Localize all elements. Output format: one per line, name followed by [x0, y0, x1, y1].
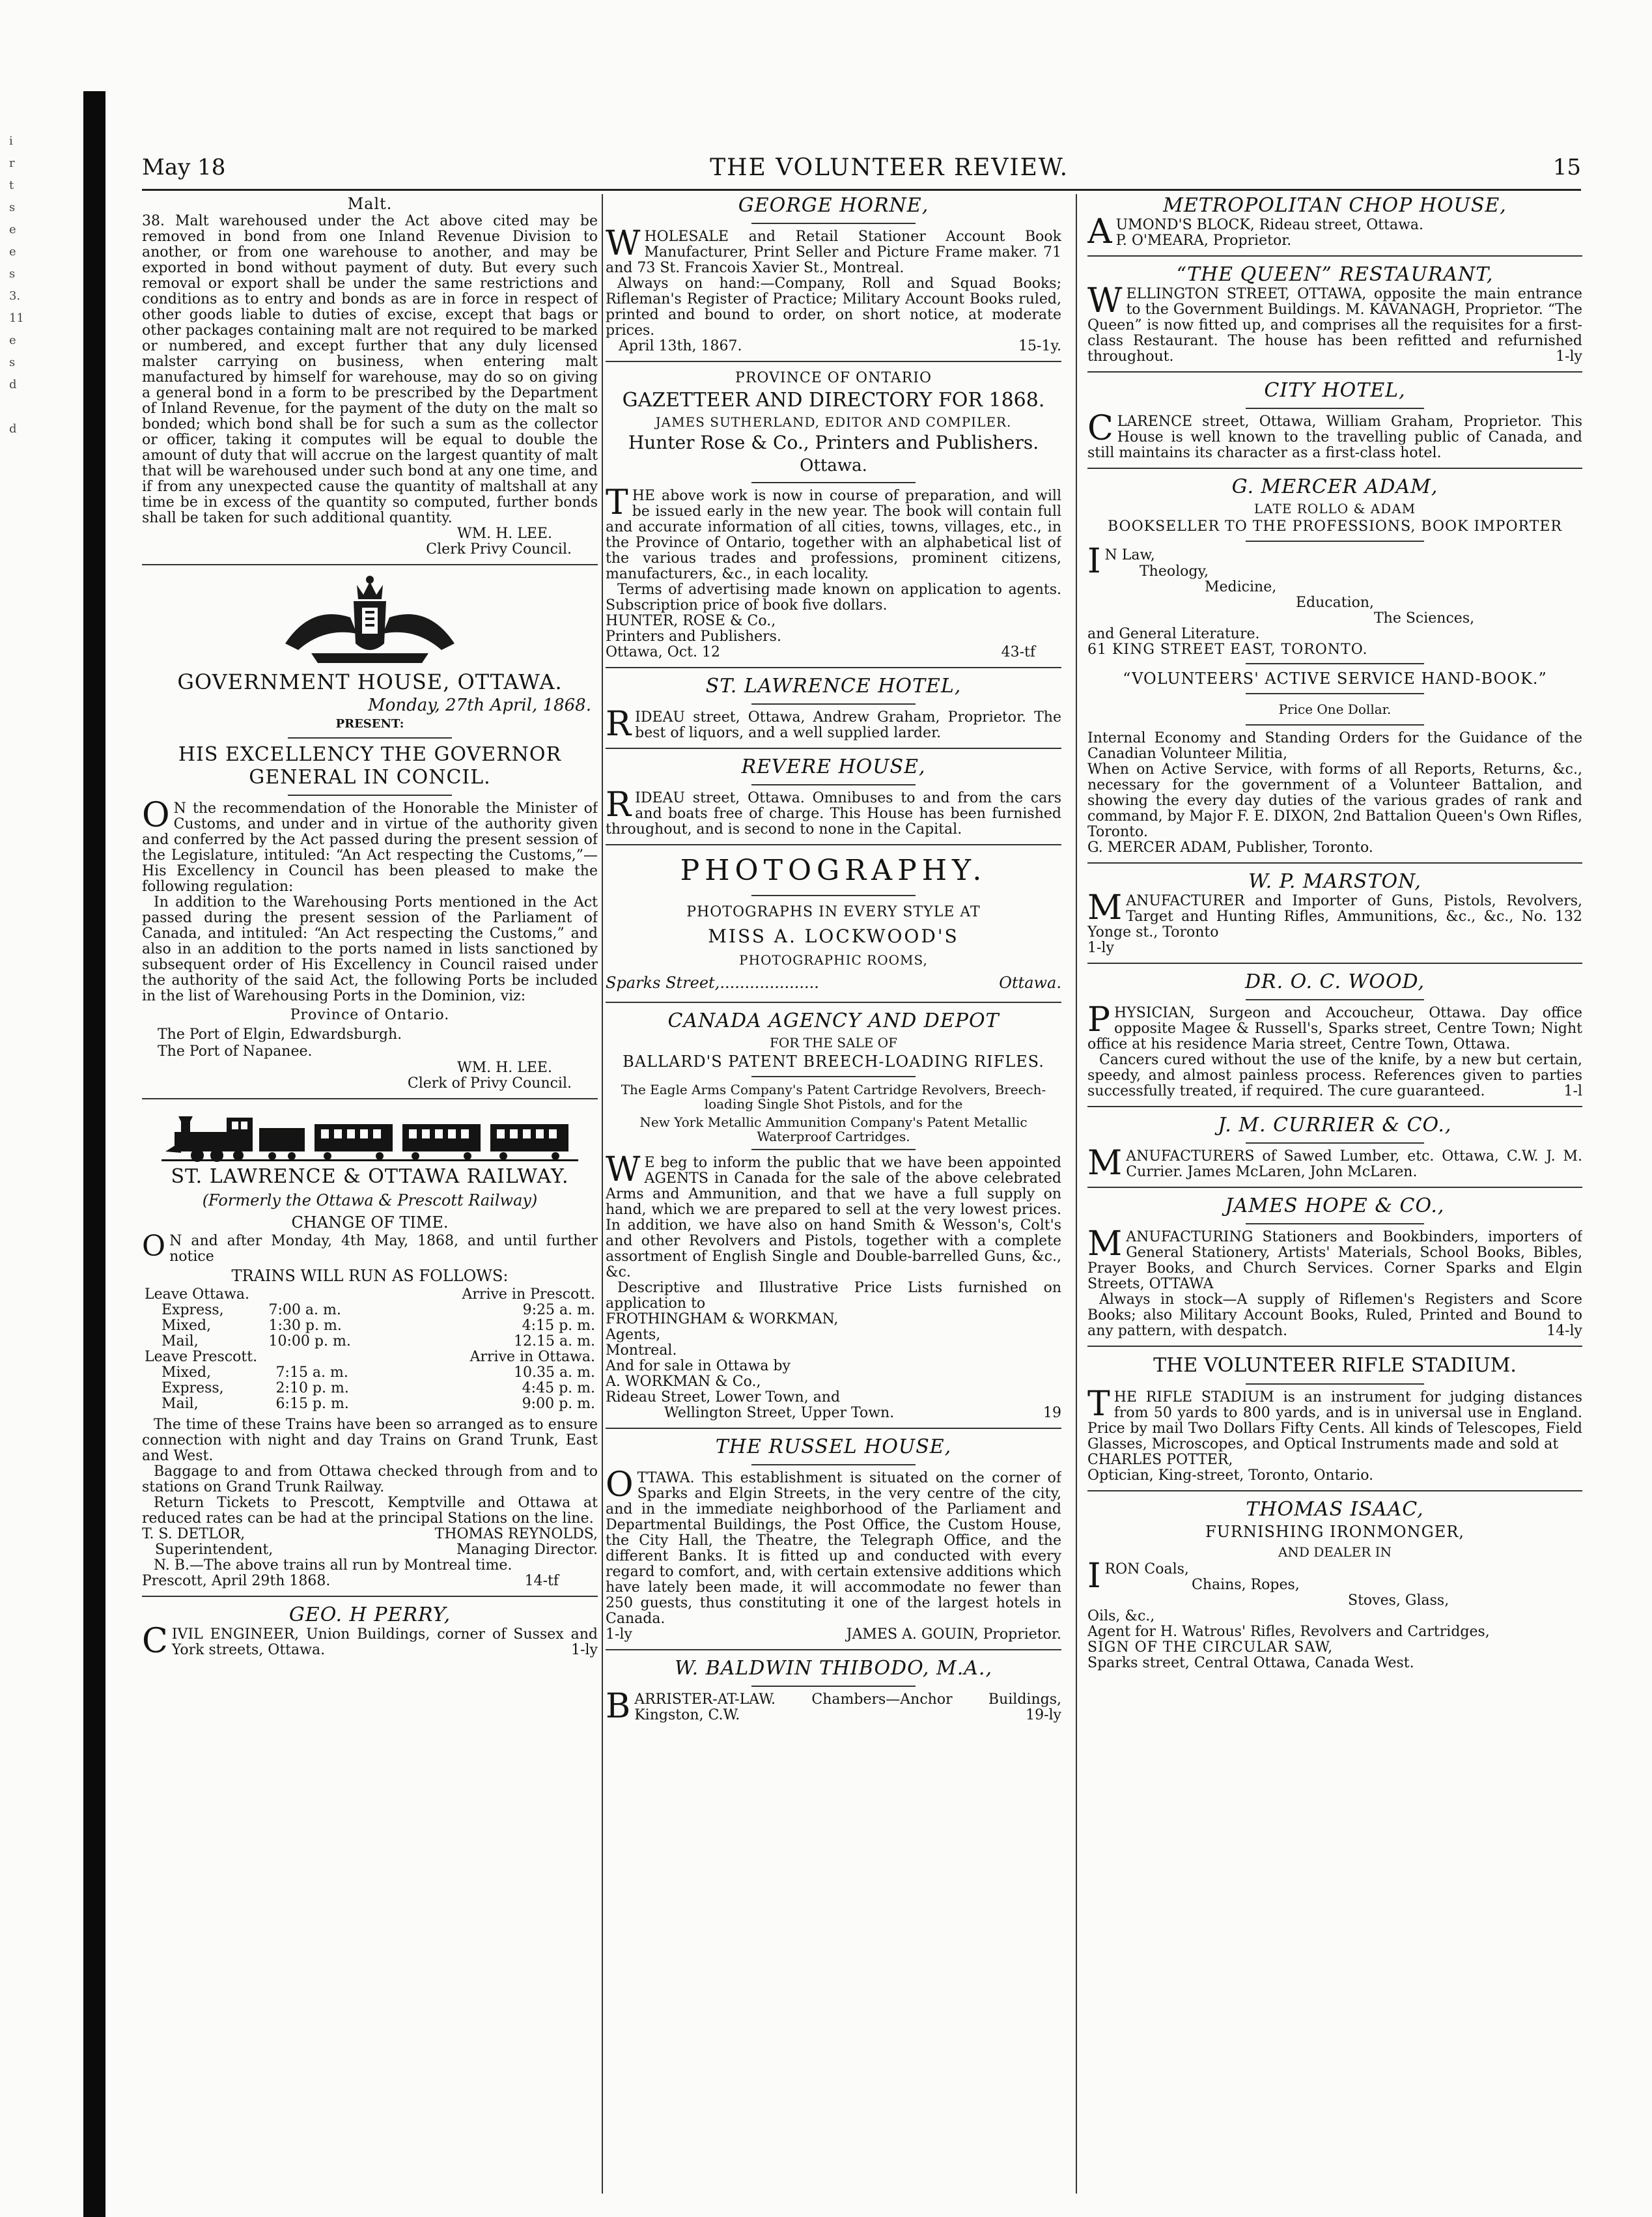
margin-fragment [9, 462, 74, 485]
ad-body: ANUFACTURING Stationers and Bookbinders, importers of General Stationery, Artists' Materials, School Books, Bibles, Prayer Books, and Church Services. Corner Sparks and Elgin Streets, OTTAWA [1087, 1229, 1582, 1292]
divider [751, 703, 916, 705]
notice-body: Baggage to and from Ottawa checked through from and to stations on Grand Trunk Railway. [142, 1463, 598, 1495]
drop-cap: R [606, 785, 632, 825]
ad-body: ARRISTER-AT-LAW. Chambers—Anchor Buildings, Kingston, C.W. [634, 1691, 1061, 1723]
ad-title: THE VOLUNTEER RIFLE STADIUM. [1153, 1354, 1517, 1377]
divider [606, 748, 1061, 749]
drop-cap: I [1087, 542, 1101, 581]
government-house-notice [142, 670, 598, 1092]
isaac-dealer: AND DEALER IN [1278, 1544, 1392, 1560]
timetable-row [142, 1303, 598, 1318]
timetable-row [142, 1318, 598, 1334]
ad-title: REVERE HOUSE, [741, 755, 926, 778]
publisher: G. MERCER ADAM, Publisher, Toronto. [1087, 840, 1373, 856]
drop-cap: M [1087, 1224, 1123, 1264]
margin-fragment: e [9, 245, 16, 259]
gazetteer-publisher: Hunter Rose & Co., Printers and Publishers. [628, 432, 1039, 453]
column-3 [1087, 194, 1582, 2200]
proprietor: P. O'MEARA, Proprietor. [1115, 233, 1292, 249]
ad-title: ST. LAWRENCE HOTEL, [705, 675, 962, 698]
ad-title: CANADA AGENCY AND DEPOT [667, 1010, 1000, 1032]
signature: THOMAS REYNOLDS, [434, 1526, 598, 1542]
agency-line: FOR THE SALE OF [769, 1035, 898, 1051]
agency-line: The Eagle Arms Company's Patent Cartridge Revolvers, Breech-loading Single Shot Pistols, and for the [621, 1082, 1046, 1112]
signature-title: Printers and Publishers. [606, 628, 781, 645]
timetable [142, 1287, 598, 1412]
margin-fragment: 11 [9, 311, 24, 325]
divider [751, 784, 916, 785]
ad-body: UMOND'S BLOCK, Rideau street, Ottawa. [1115, 217, 1424, 233]
ad-body: Descriptive and Illustrative Price Lists furnished on application to [606, 1280, 1061, 1312]
ad-title: GAZETTEER AND DIRECTORY FOR 1868. [622, 389, 1045, 412]
divider [142, 564, 598, 565]
divider [1087, 963, 1582, 964]
ad-body: Always in stock—A supply of Riflemen's Registers and Score Books; also Military Account Books, Ruled, Printed and Bound to any pattern, with despatch. [1087, 1292, 1582, 1339]
divider [142, 1596, 598, 1597]
ad-code: 43-tf [1001, 644, 1035, 660]
margin-fragment [9, 440, 74, 462]
ad-title: GEORGE HORNE, [738, 194, 929, 217]
notice-date: Monday, 27th April, 1868. [368, 696, 591, 715]
railway-timetable [142, 1165, 598, 1589]
column-2 [606, 194, 1061, 2200]
excellency-line: GENERAL IN CONCIL. [249, 766, 491, 789]
margin-fragment: d [9, 422, 17, 436]
ad-title: CITY HOTEL, [1264, 379, 1406, 402]
malt-notice [142, 194, 598, 558]
isaac-item: Stoves, Glass, [1348, 1592, 1449, 1609]
ad-body: HYSICIAN, Surgeon and Accoucheur, Ottawa. Day office opposite Magee & Russell's, Sparks street, Centre Town; Night office at his residence Maria street, Centre Town, Ottawa. [1087, 1005, 1582, 1052]
subject-item: Medicine, [1205, 579, 1277, 595]
divider [1087, 1106, 1582, 1107]
ad-metropolitan-chop-house [1087, 194, 1582, 249]
ad-code: 15-1y. [1018, 338, 1061, 354]
gazetteer-city: Ottawa. [800, 456, 867, 475]
subject-item: and General Literature. [1087, 626, 1260, 642]
notice-body: N. B.—The above trains all run by Montreal time. [154, 1557, 512, 1574]
drop-cap: C [1087, 409, 1113, 448]
section-title: Malt. [347, 195, 393, 213]
handbook-title: “VOLUNTEERS' ACTIVE SERVICE HAND-BOOK.” [1123, 670, 1547, 688]
ad-title: METROPOLITAN CHOP HOUSE, [1163, 194, 1507, 217]
timetable-row [142, 1396, 598, 1412]
margin-fragment: t [9, 178, 14, 192]
ad-queen-restaurant [1087, 263, 1582, 365]
ad-body: IVIL ENGINEER, Union Buildings, corner of Sussex and York streets, Ottawa. [171, 1626, 598, 1658]
ad-code: 19-ly [1026, 1707, 1061, 1723]
divider [1087, 1490, 1582, 1491]
province-heading: Province of Ontario. [290, 1007, 450, 1023]
ad-body: Cancers cured without the use of the knife, by a new but certain, speedy, and almost painless process. References given to parties successfully treated, if required. The cure guaranteed. [1087, 1052, 1582, 1099]
ad-st-lawrence-hotel [606, 675, 1061, 744]
ad-title: W. BALDWIN THIBODO, M.A., [675, 1657, 992, 1680]
ad-george-horne [606, 194, 1061, 354]
isaac-item: RON Coals, [1104, 1561, 1189, 1577]
port-entry: The Port of Napanee. [158, 1043, 313, 1060]
change-of-time: CHANGE OF TIME. [291, 1213, 449, 1232]
agency-address: Rideau Street, Lower Town, and [606, 1389, 841, 1405]
agency-name: A. WORKMAN & Co., [606, 1374, 761, 1390]
section-title: ST. LAWRENCE & OTTAWA RAILWAY. [171, 1165, 569, 1188]
divider [606, 1428, 1061, 1429]
page-number: 15 [1552, 154, 1581, 180]
ad-marston [1087, 870, 1582, 956]
signature: HUNTER, ROSE & Co., [606, 613, 776, 629]
ad-body: And for sale in Ottawa by [606, 1358, 791, 1374]
signature: WM. H. LEE. [456, 1060, 552, 1076]
margin-fragment: s [9, 356, 16, 369]
ad-city-hotel [1087, 379, 1582, 461]
stadium-seller: CHARLES POTTER, [1087, 1452, 1233, 1468]
ad-body: Terms of advertising made known on application to agents. Subscription price of book five dollars. [606, 582, 1061, 614]
ad-canada-agency [606, 1010, 1061, 1421]
photo-line: PHOTOGRAPHS IN EVERY STYLE AT [686, 904, 981, 920]
drop-cap: O [142, 1230, 166, 1263]
drop-cap: T [606, 483, 628, 522]
mercer-late: LATE ROLLO & ADAM [1253, 501, 1416, 516]
margin-fragment: r [9, 156, 15, 170]
signature-title: Managing Director. [456, 1542, 598, 1558]
divider [1246, 663, 1424, 664]
ad-body: ANUFACTURER and Importer of Guns, Pistols, Revolvers, Target and Hunting Rifles, Ammunitions, &c., &c., No. 132 Yonge st., Toronto [1087, 893, 1582, 940]
divider [288, 795, 452, 796]
divider [1087, 1346, 1582, 1347]
timetable-arrive: Arrive in Prescott. [462, 1286, 595, 1303]
agency-name: FROTHINGHAM & WORKMAN, [606, 1311, 839, 1327]
signature-title: Superintendent, [155, 1542, 273, 1558]
divider [751, 223, 916, 224]
subject-item: Theology, [1140, 563, 1209, 580]
section-title: GOVERNMENT HOUSE, OTTAWA. [177, 670, 563, 694]
drop-cap: M [1087, 1144, 1123, 1183]
header-rule [142, 189, 1581, 191]
isaac-item: Oils, &c., [1087, 1608, 1155, 1624]
departure-time: 2:10 p. m. [275, 1380, 349, 1396]
photo-city: Ottawa. [999, 974, 1061, 992]
arrival-time: 4:15 p. m. [522, 1318, 595, 1334]
timetable-leave: Leave Prescott. [145, 1349, 258, 1365]
divider [1087, 1187, 1582, 1188]
divider [606, 844, 1061, 845]
arrival-time: 10.35 a. m. [514, 1364, 595, 1381]
timetable-block [142, 1349, 598, 1412]
departure-time: 1:30 p. m. [268, 1318, 342, 1334]
ad-code: 19 [1043, 1405, 1061, 1421]
trains-heading: TRAINS WILL RUN AS FOLLOWS: [231, 1267, 509, 1285]
isaac-sub: FURNISHING IRONMONGER, [1205, 1523, 1464, 1541]
present-label: PRESENT: [335, 717, 404, 731]
page-header [142, 148, 1581, 186]
divider [1246, 999, 1424, 1000]
ad-code: 1-ly [1087, 940, 1114, 956]
header-date: May 18 [142, 154, 226, 180]
train-type: Mixed, [161, 1364, 212, 1381]
photo-studio-name: MISS A. LOCKWOOD'S [708, 925, 959, 947]
mercer-address: 61 KING STREET EAST, TORONTO. [1087, 642, 1368, 658]
ad-body: IDEAU street, Ottawa. Omnibuses to and from the cars and boats free of charge. This House has been furnished throughout, and is second to none in the Capital. [606, 790, 1061, 838]
column-rule [1076, 194, 1077, 2194]
drop-cap: W [606, 1150, 641, 1189]
ad-date: Ottawa, Oct. 12 [606, 644, 720, 660]
notice-body: In addition to the Warehousing Ports mentioned in the Act passed during the present session of the Parliament of Canada, and intituled: “An Act respecting the Customs,” and also in an addition to the ports named in lists sanctioned by subsequent order of His Excellency in Council raised under the authority of the said Act, the following Ports be included in the list of Warehousing Ports in the Dominion, viz: [142, 894, 598, 1004]
drop-cap: O [606, 1465, 634, 1504]
notice-body: Return Tickets to Prescott, Kemptville and Ottawa at reduced rates can be had at the principal Stations on the line. [142, 1495, 598, 1527]
departure-time: 6:15 p. m. [275, 1396, 349, 1412]
drop-cap: I [1087, 1557, 1101, 1596]
margin-fragment [9, 396, 74, 418]
ad-body: HE above work is now in course of preparation, and will be issued early in the new year. The book will contain full and accurate information of all cities, towns, villages, etc., in the Province of Ontario, together with an alphabetical list of the various trades and professions, prominent citizens, manufacturers, &c., in each locality. [606, 488, 1061, 582]
train-type: Mail, [161, 1333, 199, 1349]
drop-cap: A [1087, 212, 1112, 251]
divider [288, 737, 452, 739]
ad-gazetteer [606, 369, 1061, 660]
train-type: Mail, [161, 1396, 199, 1412]
divider [1246, 1223, 1424, 1224]
margin-fragment: d [9, 378, 17, 391]
margin-fragment [9, 485, 74, 507]
divider [606, 361, 1061, 362]
drop-cap: W [606, 224, 641, 263]
ad-mercer-adam [1087, 475, 1582, 856]
divider [1087, 255, 1582, 257]
arrival-time: 9:00 p. m. [522, 1396, 595, 1412]
ad-code: 1-l [1563, 1083, 1582, 1099]
railway-formerly: (Formerly the Ottawa & Prescott Railway) [202, 1191, 538, 1209]
ad-body: Agent for H. Watrous' Rifles, Revolvers and Cartridges, [1087, 1624, 1490, 1640]
train-type: Mixed, [161, 1318, 212, 1334]
divider [751, 482, 916, 483]
gazetteer-province: PROVINCE OF ONTARIO [735, 370, 932, 386]
notice-body: N the recommendation of the Honorable the Minister of Customs, and under and in virtue of the authority given and conferred by the Act passed during the present session of the Legislature, intituled: “An Act respecting the Customs,”—His Excellency in Council has been pleased to make the following regulation: [142, 800, 598, 895]
isaac-address: Sparks street, Central Ottawa, Canada West. [1087, 1655, 1414, 1671]
ad-revere-house [606, 755, 1061, 838]
notice-body: The time of these Trains have been so arranged as to ensure connection with night and day Trains on Grand Trunk, East and West. [142, 1417, 598, 1464]
ad-body: HOLESALE and Retail Stationer Account Book Manufacturer, Print Seller and Picture Frame maker. 71 and 73 St. Francois Xavier St., Montreal. [606, 229, 1061, 276]
ad-body: TTAWA. This establishment is situated on the corner of Sparks and Elgin Streets, in the very centre of the city, and in the immediate neighborhood of the Parliament and Departmental Buildings, the Post Office, the Custom House, the City Hall, the Theatre, the Telegraph Office, and the different Banks. It is fitted up and conducted with every regard to comfort, and, with certain extensive additions which have lately been made, it will accommodate no fewer than 250 guests, thus constituting it one of the largest hotels in Canada. [606, 1470, 1061, 1627]
binding-strip [83, 91, 105, 2217]
arrival-time: 4:45 p. m. [522, 1380, 595, 1396]
divider [751, 895, 916, 896]
timetable-leave: Leave Ottawa. [145, 1286, 249, 1303]
ad-body: HE RIFLE STADIUM is an instrument for judging distances from 50 yards to 800 yards, and is in universal use in England. Price by mail Two Dollars Fifty Cents. All kinds of Telescopes, Field Glasses, Microscopes, and Optical Instruments made and sold at [1087, 1389, 1582, 1452]
drop-cap: O [142, 796, 170, 835]
subject-item: The Sciences, [1374, 610, 1475, 627]
ad-code: 1-ly [1556, 348, 1582, 365]
ad-thomas-isaac [1087, 1498, 1582, 1671]
divider [751, 1464, 916, 1465]
signature: T. S. DETLOR, [142, 1526, 245, 1542]
subject-item: Education, [1296, 595, 1375, 611]
photo-line: PHOTOGRAPHIC ROOMS, [739, 952, 928, 968]
divider [1087, 468, 1582, 469]
ad-currier [1087, 1114, 1582, 1183]
signature-title: Clerk of Privy Council. [407, 1075, 572, 1092]
margin-fragment: e [9, 223, 16, 236]
timetable-row [142, 1334, 598, 1349]
divider [606, 1649, 1061, 1650]
port-entry: The Port of Elgin, Edwardsburgh. [158, 1026, 402, 1043]
notice-date: Prescott, April 29th 1868. [142, 1573, 331, 1589]
masthead-title: THE VOLUNTEER REVIEW. [710, 154, 1069, 181]
agency-line: BALLARD'S PATENT BREECH-LOADING RIFLES. [623, 1052, 1044, 1071]
subject-item: N Law, [1104, 547, 1155, 563]
isaac-item: Chains, Ropes, [1192, 1577, 1300, 1593]
divider [1246, 724, 1424, 726]
ad-title: THOMAS ISAAC, [1246, 1498, 1424, 1521]
margin-fragment: e [9, 333, 16, 347]
timetable-row [142, 1381, 598, 1396]
ad-title: THE RUSSEL HOUSE, [715, 1435, 952, 1458]
train-type: Express, [161, 1302, 224, 1318]
margin-fragment: 3. [9, 289, 21, 303]
notice-body: 38. Malt warehoused under the Act above cited may be removed in bond from one Inland Revenue Division to another, or from one warehouse to another, and may be exported in bond without payment of duty. But every such removal or export shall be under the same restrictions and conditions as to entry and bonds as are in force in respect of other goods liable to duties of excise, except that bags or other packages containing malt are not required to be marked or numbered, and except further that any duly licensed malster carrying on business, when entering malt manufactured by himself for warehouse, may do so on giving a general bond in a form to be prescribed by the Department of Inland Revenue, for the payment of the duty on the malt so bonded; which bond shall be for such a sum as the collector or officer, taking it computes will be equal to double the amount of duty that will accrue on the largest quantity of malt that will be warehoused under such bond at any one time, and if from any unexpected cause the quantity of maltshall at any time be in excess of the quantity so computed, further bonds shall be taken for such additional quantity. [142, 213, 598, 526]
locomotive-train-icon [161, 1106, 578, 1165]
divider [1246, 1383, 1424, 1385]
ad-code: 14-tf [524, 1573, 559, 1589]
ad-dr-wood [1087, 970, 1582, 1099]
stadium-address: Optician, King-street, Toronto, Ontario. [1087, 1467, 1374, 1484]
margin-fragment: i [9, 134, 13, 148]
ad-body: Always on hand:—Company, Roll and Squad Books; Rifleman's Register of Practice; Military Account Books ruled, printed and bound to order, on short notice, at moderate prices. [606, 275, 1061, 339]
ad-body: IDEAU street, Ottawa, Andrew Graham, Proprietor. The best of liquors, and a well supplied larder. [635, 709, 1061, 741]
ad-james-hope [1087, 1194, 1582, 1339]
drop-cap: M [1087, 888, 1123, 927]
ad-body: ANUFACTURERS of Sawed Lumber, etc. Ottawa, C.W. J. M. Currier. James McLaren, John McLaren. [1126, 1148, 1582, 1180]
departure-time: 7:15 a. m. [275, 1364, 348, 1381]
ad-code: 14-ly [1547, 1323, 1582, 1339]
ad-russel-house [606, 1435, 1061, 1643]
ad-body: LARENCE street, Ottawa, William Graham, Proprietor. This House is well known to the travelling public of Canada, and still maintains its character as a first-class hotel. [1087, 414, 1582, 461]
signature: WM. H. LEE. [456, 526, 552, 542]
isaac-sign: SIGN OF THE CIRCULAR SAW, [1087, 1639, 1334, 1656]
margin-fragment: s [9, 201, 16, 214]
divider [1246, 541, 1424, 542]
royal-coat-of-arms-icon [272, 572, 468, 670]
drop-cap: B [606, 1687, 631, 1726]
ad-photography [606, 852, 1061, 995]
ad-title: “THE QUEEN” RESTAURANT, [1176, 263, 1494, 286]
ad-code: 1-ly [606, 1626, 632, 1643]
handbook-price: Price One Dollar. [1278, 701, 1392, 717]
gazetteer-editor: JAMES SUTHERLAND, EDITOR AND COMPILER. [655, 414, 1012, 430]
agency-line: Montreal. [606, 1342, 677, 1359]
ad-title: G. MERCER ADAM, [1231, 475, 1438, 498]
timetable-row [142, 1365, 598, 1381]
ad-rifle-stadium [1087, 1353, 1582, 1484]
arrival-time: 9:25 a. m. [522, 1302, 595, 1318]
drop-cap: T [1087, 1385, 1110, 1424]
column-rule [602, 194, 603, 2194]
drop-cap: P [1087, 1000, 1110, 1039]
timetable-arrive: Arrive in Ottawa. [469, 1349, 595, 1365]
divider [1246, 1142, 1424, 1144]
ad-date: April 13th, 1867. [619, 338, 742, 354]
divider [751, 1076, 916, 1077]
ad-body: E beg to inform the public that we have been appointed AGENTS in Canada for the sale of the above celebrated Arms and Ammunition, and that we have a full supply on hand, which we are prepared to sell at the very lowest prices. In addition, we have also on hand Smith & Wesson's, Colt's and other Revolvers and Pistols, together with a complete assortment of English Single and Double-barrelled Guns, &c., &c. [606, 1155, 1061, 1280]
ad-body: Internal Economy and Standing Orders for the Guidance of the Canadian Volunteer Militia, [1087, 730, 1582, 762]
ad-perry [142, 1603, 598, 1661]
ad-title: PHOTOGRAPHY. [680, 854, 987, 887]
ad-title: J. M. CURRIER & CO., [1218, 1114, 1452, 1137]
divider [1087, 862, 1582, 864]
proprietor: JAMES A. GOUIN, Proprietor. [846, 1626, 1061, 1643]
column-1 [142, 194, 598, 2200]
ad-baldwin-thibodo [606, 1657, 1061, 1726]
divider [751, 1686, 916, 1687]
divider [606, 1002, 1061, 1003]
drop-cap: R [606, 705, 632, 744]
divider [142, 1098, 598, 1099]
divider [606, 667, 1061, 668]
agency-line: Agents, [606, 1327, 661, 1343]
ad-code: 1-ly [571, 1642, 598, 1658]
margin-fragment: s [9, 267, 16, 281]
signature-title: Clerk Privy Council. [426, 541, 572, 558]
divider [1087, 371, 1582, 373]
excellency-line: HIS EXCELLENCY THE GOVERNOR [178, 743, 562, 766]
divider [1246, 408, 1424, 409]
ad-body: ELLINGTON STREET, OTTAWA, opposite the main entrance to the Government Buildings. M. KAVANAGH, Proprietor. “The Queen” is now fitted up, and comprises all the requisites for a first-class Restaurant. The house has been refitted and refurnished throughout. [1087, 286, 1582, 365]
agency-address: Wellington Street, Upper Town. [664, 1405, 895, 1421]
ad-body: When on Active Service, with forms of all Reports, Returns, &c., necessary for the government of a Volunteer Battalion, and showing the every day duties of the various grades of rank and command, by Major F. E. DIXON, 2nd Battalion Queen's Own Rifles, Toronto. [1087, 761, 1582, 840]
divider [1246, 693, 1424, 694]
departure-time: 7:00 a. m. [268, 1302, 341, 1318]
photo-street: Sparks Street,.................... [606, 974, 819, 992]
ad-title: DR. O. C. WOOD, [1244, 970, 1425, 993]
drop-cap: C [142, 1622, 168, 1661]
notice-body: N and after Monday, 4th May, 1868, and until further notice [169, 1233, 598, 1265]
train-type: Express, [161, 1380, 224, 1396]
ad-title: W. P. MARSTON, [1248, 870, 1421, 893]
ad-title: GEO. H PERRY, [288, 1603, 451, 1626]
timetable-block [142, 1287, 598, 1349]
arrival-time: 12.15 a. m. [514, 1333, 595, 1349]
divider [751, 1149, 916, 1150]
departure-time: 10:00 p. m. [268, 1333, 351, 1349]
ad-title: JAMES HOPE & CO., [1225, 1194, 1445, 1217]
margin-fragments [9, 130, 74, 507]
drop-cap: W [1087, 281, 1123, 320]
mercer-bookseller: BOOKSELLER TO THE PROFESSIONS, BOOK IMPORTER [1107, 518, 1562, 535]
agency-line: New York Metallic Ammunition Company's Patent Metallic Waterproof Cartridges. [639, 1114, 1028, 1144]
